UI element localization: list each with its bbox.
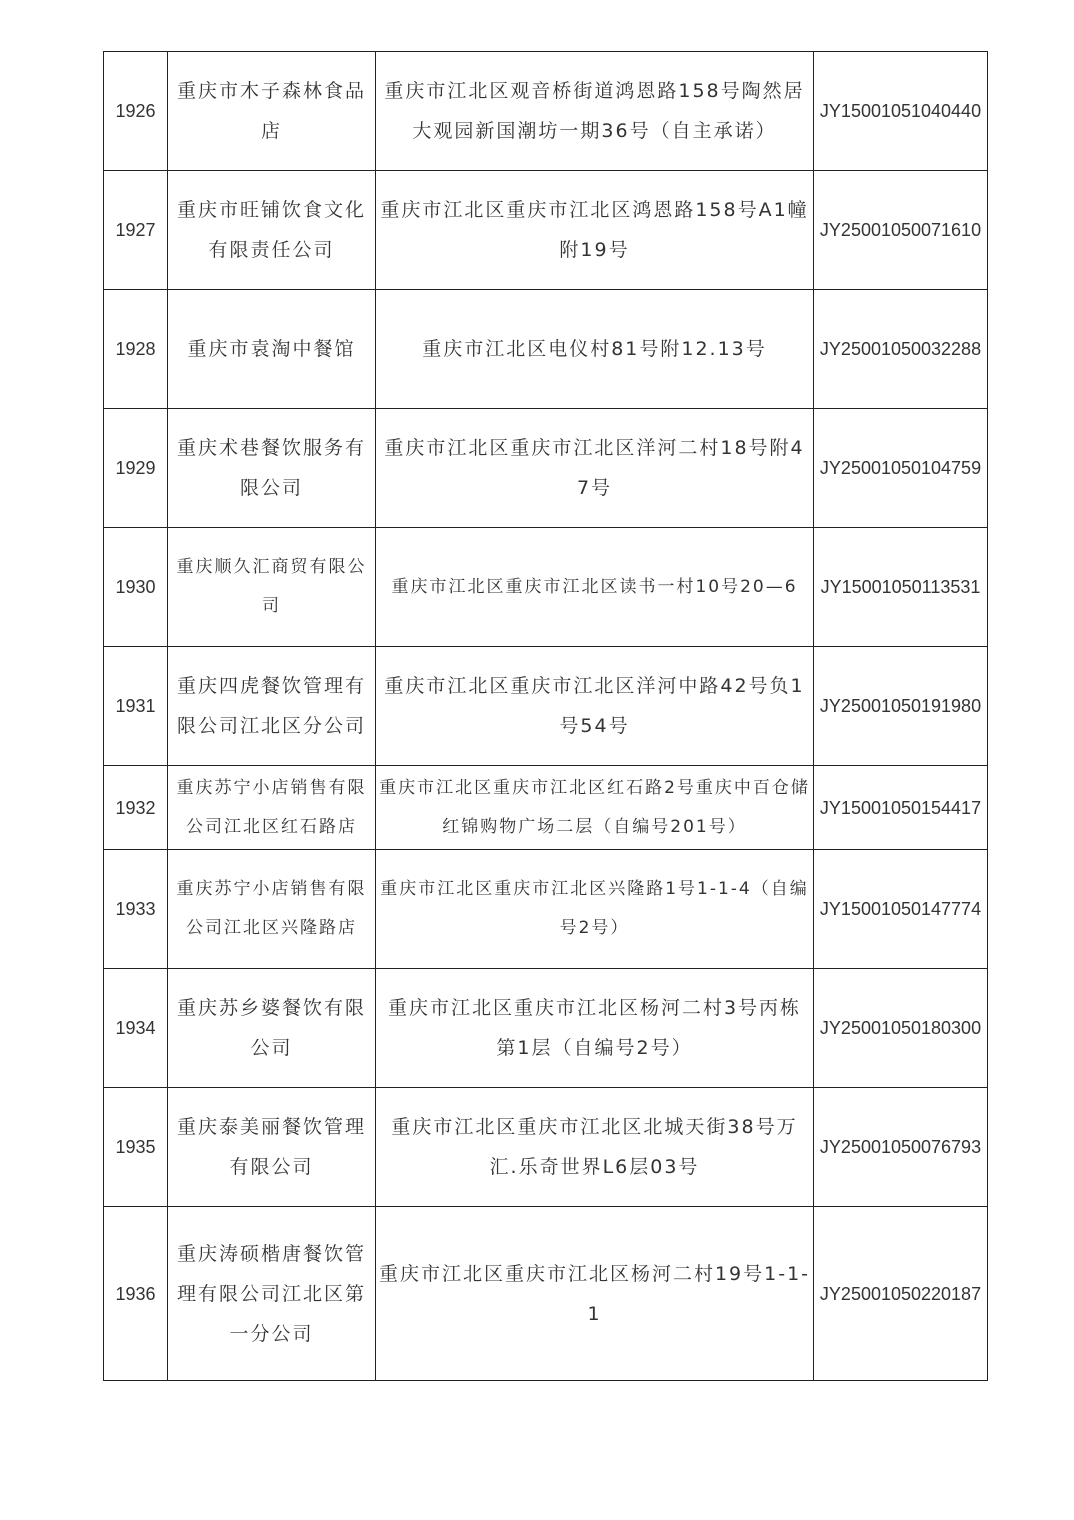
- business-name: 重庆市袁淘中餐馆: [168, 290, 376, 409]
- table-row: [104, 1088, 988, 1207]
- business-name: 重庆苏宁小店销售有限公司江北区红石路店: [168, 766, 376, 850]
- table-row: [104, 850, 988, 969]
- license-number: JY15001050147774: [814, 850, 988, 969]
- table-row: [104, 528, 988, 647]
- business-name: 重庆市木子森林食品店: [168, 52, 376, 171]
- business-address: 重庆市江北区重庆市江北区兴隆路1号1-1-4（自编号2号）: [376, 850, 814, 969]
- business-address: 重庆市江北区重庆市江北区北城天街38号万汇.乐奇世界L6层03号: [376, 1088, 814, 1207]
- table-row: [104, 171, 988, 290]
- business-address: 重庆市江北区观音桥街道鸿恩路158号陶然居大观园新国潮坊一期36号（自主承诺）: [376, 52, 814, 171]
- license-number: JY25001050032288: [814, 290, 988, 409]
- row-number: 1931: [104, 647, 168, 766]
- business-name: 重庆涛硕楷唐餐饮管理有限公司江北区第一分公司: [168, 1207, 376, 1381]
- business-address: 重庆市江北区重庆市江北区杨河二村19号1-1-1: [376, 1207, 814, 1381]
- business-address: 重庆市江北区重庆市江北区鸿恩路158号A1幢附19号: [376, 171, 814, 290]
- business-name: 重庆术巷餐饮服务有限公司: [168, 409, 376, 528]
- business-address: 重庆市江北区重庆市江北区读书一村10号20—6: [376, 528, 814, 647]
- license-number: JY15001050113531: [814, 528, 988, 647]
- license-number: JY25001050104759: [814, 409, 988, 528]
- row-number: 1928: [104, 290, 168, 409]
- license-number: JY25001050191980: [814, 647, 988, 766]
- license-number: JY15001051040440: [814, 52, 988, 171]
- license-number: JY15001050154417: [814, 766, 988, 850]
- table-row: [104, 969, 988, 1088]
- license-number: JY25001050076793: [814, 1088, 988, 1207]
- row-number: 1927: [104, 171, 168, 290]
- row-number: 1926: [104, 52, 168, 171]
- license-number: JY25001050071610: [814, 171, 988, 290]
- row-number: 1936: [104, 1207, 168, 1381]
- row-number: 1933: [104, 850, 168, 969]
- table-row: [104, 766, 988, 850]
- business-address: 重庆市江北区重庆市江北区杨河二村3号丙栋第1层（自编号2号）: [376, 969, 814, 1088]
- license-number: JY25001050220187: [814, 1207, 988, 1381]
- business-address: 重庆市江北区电仪村81号附12.13号: [376, 290, 814, 409]
- business-name: 重庆苏宁小店销售有限公司江北区兴隆路店: [168, 850, 376, 969]
- business-name: 重庆市旺铺饮食文化有限责任公司: [168, 171, 376, 290]
- license-number: JY25001050180300: [814, 969, 988, 1088]
- table-row: [104, 52, 988, 171]
- table-row: [104, 290, 988, 409]
- row-number: 1930: [104, 528, 168, 647]
- table-row: [104, 1207, 988, 1381]
- row-number: 1932: [104, 766, 168, 850]
- row-number: 1935: [104, 1088, 168, 1207]
- table-row: [104, 647, 988, 766]
- license-table: [103, 51, 988, 1381]
- business-address: 重庆市江北区重庆市江北区洋河中路42号负1号54号: [376, 647, 814, 766]
- row-number: 1934: [104, 969, 168, 1088]
- business-address: 重庆市江北区重庆市江北区洋河二村18号附47号: [376, 409, 814, 528]
- business-name: 重庆顺久汇商贸有限公司: [168, 528, 376, 647]
- business-name: 重庆苏乡婆餐饮有限公司: [168, 969, 376, 1088]
- business-name: 重庆泰美丽餐饮管理有限公司: [168, 1088, 376, 1207]
- table-row: [104, 409, 988, 528]
- row-number: 1929: [104, 409, 168, 528]
- business-address: 重庆市江北区重庆市江北区红石路2号重庆中百仓储红锦购物广场二层（自编号201号）: [376, 766, 814, 850]
- business-name: 重庆四虎餐饮管理有限公司江北区分公司: [168, 647, 376, 766]
